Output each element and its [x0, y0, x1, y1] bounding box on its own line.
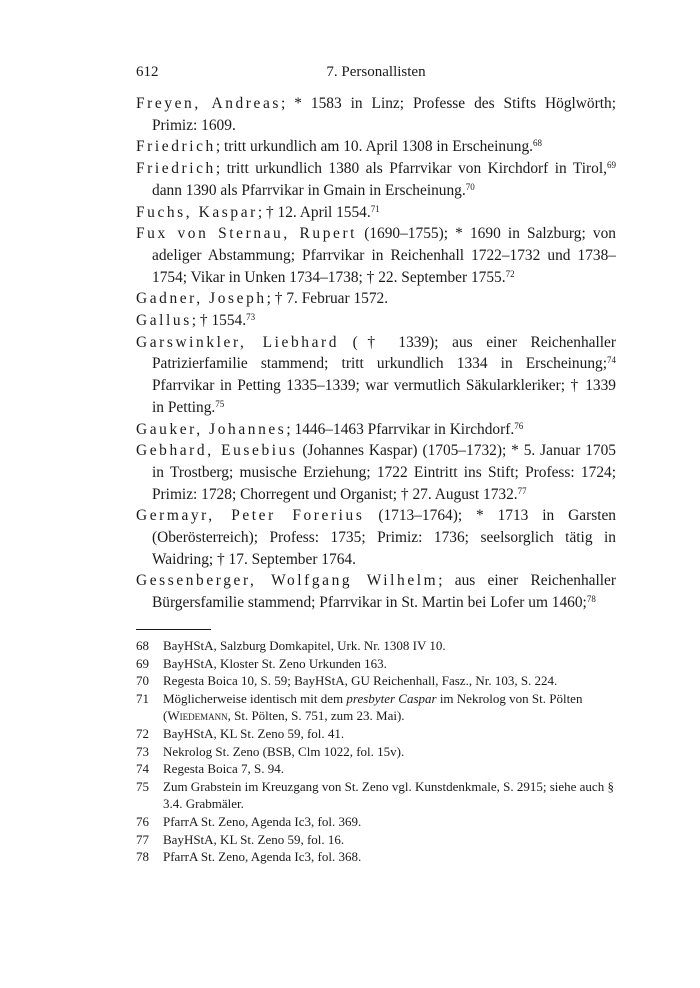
entry-text: († 1339); aus einer Reichenhaller Patrizierfamilie stammend; tritt urkundlich 1334 in Erscheinung;	[152, 333, 616, 373]
footnote	[136, 760, 616, 778]
footnote-number: 69	[136, 655, 149, 671]
list-entry	[136, 310, 616, 332]
footnote-ref[interactable]: 78	[586, 594, 596, 605]
entry-text: dann 1390 als Pfarrvikar in Gmain in Erscheinung.	[152, 181, 466, 199]
list-entry	[136, 288, 616, 310]
entry-text: Pfarrvikar in Petting 1335–1339; war vermutlich Säkularkleriker; † 1339 in Petting.	[152, 377, 616, 416]
footnote-ref[interactable]: 76	[514, 420, 524, 431]
footnote	[136, 725, 616, 743]
list-entry	[136, 440, 616, 505]
footnote-number: 76	[136, 813, 149, 829]
footnote-text: Zum Grabstein im Kreuzgang von St. Zeno vgl. Kunstdenkmale, S. 2915; siehe auch § 3.4. Grabmäler.	[163, 778, 614, 812]
entry-text: ; † 12. April 1554.	[257, 203, 371, 221]
entry-name: Gadner, Joseph	[136, 290, 267, 308]
footnote	[136, 690, 616, 725]
footnote-text: Möglicherweise identisch mit dem	[163, 690, 347, 706]
list-entry	[136, 202, 616, 224]
entry-name: Friedrich	[136, 138, 216, 156]
footnote-text: BayHStA, KL St. Zeno 59, fol. 16.	[163, 831, 345, 847]
footnote-text: , St. Pölten, S. 751, zum 23. Mai).	[227, 708, 405, 724]
list-entry	[136, 223, 616, 288]
footnote-text: Regesta Boica 7, S. 94.	[163, 761, 284, 777]
footnote-text: BayHStA, Kloster St. Zeno Urkunden 163.	[163, 655, 387, 671]
page-number: 612	[136, 64, 159, 80]
footnote-number: 71	[136, 690, 149, 706]
footnote	[136, 831, 616, 849]
entry-text: ; 1446–1463 Pfarrvikar in Kirchdorf.	[286, 420, 515, 438]
footnote	[136, 848, 616, 866]
list-entry	[136, 570, 616, 613]
entry-text: (1713–1764); * 1713 in Garsten (Oberösterreich); Profess: 1735; Primiz: 1736; seelsorglich tätig in Waidring; † 17. September 1764.	[152, 507, 616, 568]
entry-name: Gessenberger, Wolfgang Wilhelm	[136, 572, 439, 590]
entry-text: ; † 7. Februar 1572.	[266, 290, 389, 308]
footnote	[136, 813, 616, 831]
footnote-ref[interactable]: 68	[533, 138, 543, 149]
footnote-text: im Nekrolog von St. Pölten (	[163, 690, 583, 724]
footnote-text: PfarrA St. Zeno, Agenda Ic3, fol. 368.	[163, 849, 362, 865]
footnote-separator	[136, 629, 211, 630]
entry-text: ; tritt urkundlich 1380 als Pfarrvikar von Kirchdorf in Tirol,	[215, 160, 607, 178]
list-entry	[136, 93, 616, 136]
footnote-number: 74	[136, 761, 149, 777]
footnote-number: 77	[136, 831, 149, 847]
entry-name: Germayr, Peter Forerius	[136, 507, 365, 525]
footnote-number: 78	[136, 849, 149, 865]
footnote-number: 73	[136, 743, 149, 759]
footnote	[136, 672, 616, 690]
list-entry	[136, 505, 616, 570]
footnote-ref[interactable]: 69	[607, 160, 616, 171]
footnote	[136, 743, 616, 761]
footnote-ref[interactable]: 75	[215, 398, 225, 409]
footnote-text: Regesta Boica 10, S. 59; BayHStA, GU Reichenhall, Fasz., Nr. 103, S. 224.	[163, 673, 558, 689]
entry-text: ; † 1554.	[191, 312, 247, 330]
personnel-list	[136, 93, 616, 614]
footnote	[136, 778, 616, 813]
entry-name: Freyen, Andreas	[136, 95, 281, 112]
page-header	[136, 61, 616, 83]
entry-name: Gallus	[136, 312, 192, 330]
entry-name: Gauker, Johannes	[136, 420, 287, 438]
entry-name: Fux von Sternau, Rupert	[136, 225, 358, 243]
entry-text: ; tritt urkundlich am 10. April 1308 in Erscheinung.	[215, 138, 534, 156]
footnote-number: 68	[136, 638, 149, 653]
list-entry	[136, 332, 616, 419]
footnote	[136, 655, 616, 673]
entry-text: ; * 1583 in Linz; Professe des Stifts Höglwörth; Primiz: 1609.	[152, 95, 616, 134]
footnote-ref[interactable]: 72	[505, 268, 515, 279]
footnote-italic: presbyter Caspar	[346, 690, 437, 706]
list-entry	[136, 419, 616, 441]
entry-name: Friedrich	[136, 160, 216, 178]
footnote-number: 70	[136, 673, 149, 689]
footnote-author: Wiedemann	[167, 708, 228, 724]
entry-text: (Johannes Kaspar) (1705–1732); * 5. Januar 1705 in Trostberg; musische Erziehung; 1722 Eintritt ins Stift; Profess: 1724; Primiz: 1728; Chorregent und Organist; † 27. August 1732.	[152, 442, 616, 503]
entry-text: (1690–1755); * 1690 in Salzburg; von adeliger Abstammung; Pfarrvikar in Reichenhall 1722–1732 und 1738–1754; Vikar in Unken 1734–1738; † 22. September 1755.	[152, 225, 616, 286]
footnote-text: BayHStA, KL St. Zeno 59, fol. 41.	[163, 725, 345, 741]
running-head: 7. Personallisten	[326, 64, 426, 80]
footnote-text: BayHStA, Salzburg Domkapitel, Urk. Nr. 1308 IV 10.	[163, 638, 446, 653]
list-entry	[136, 158, 616, 201]
footnote-text: Nekrolog St. Zeno (BSB, Clm 1022, fol. 15v).	[163, 743, 405, 759]
footnotes	[136, 637, 616, 866]
list-entry	[136, 136, 616, 158]
footnote-ref[interactable]: 73	[246, 312, 256, 323]
footnote-ref[interactable]: 70	[465, 181, 475, 192]
footnote-ref[interactable]: 71	[370, 203, 380, 214]
footnote-text: PfarrA St. Zeno, Agenda Ic3, fol. 369.	[163, 813, 362, 829]
footnote-ref[interactable]: 74	[607, 355, 616, 366]
entry-name: Fuchs, Kaspar	[136, 203, 258, 221]
footnote-number: 75	[136, 778, 149, 794]
footnote	[136, 637, 616, 655]
entry-name: Gebhard, Eusebius	[136, 442, 298, 460]
entry-text: ; aus einer Reichenhaller Bürgersfamilie stammend; Pfarrvikar in St. Martin bei Lofer um 1460;	[152, 572, 617, 612]
footnote-number: 72	[136, 725, 149, 741]
entry-name: Garswinkler, Liebhard	[136, 333, 340, 351]
footnote-ref[interactable]: 77	[517, 485, 527, 496]
